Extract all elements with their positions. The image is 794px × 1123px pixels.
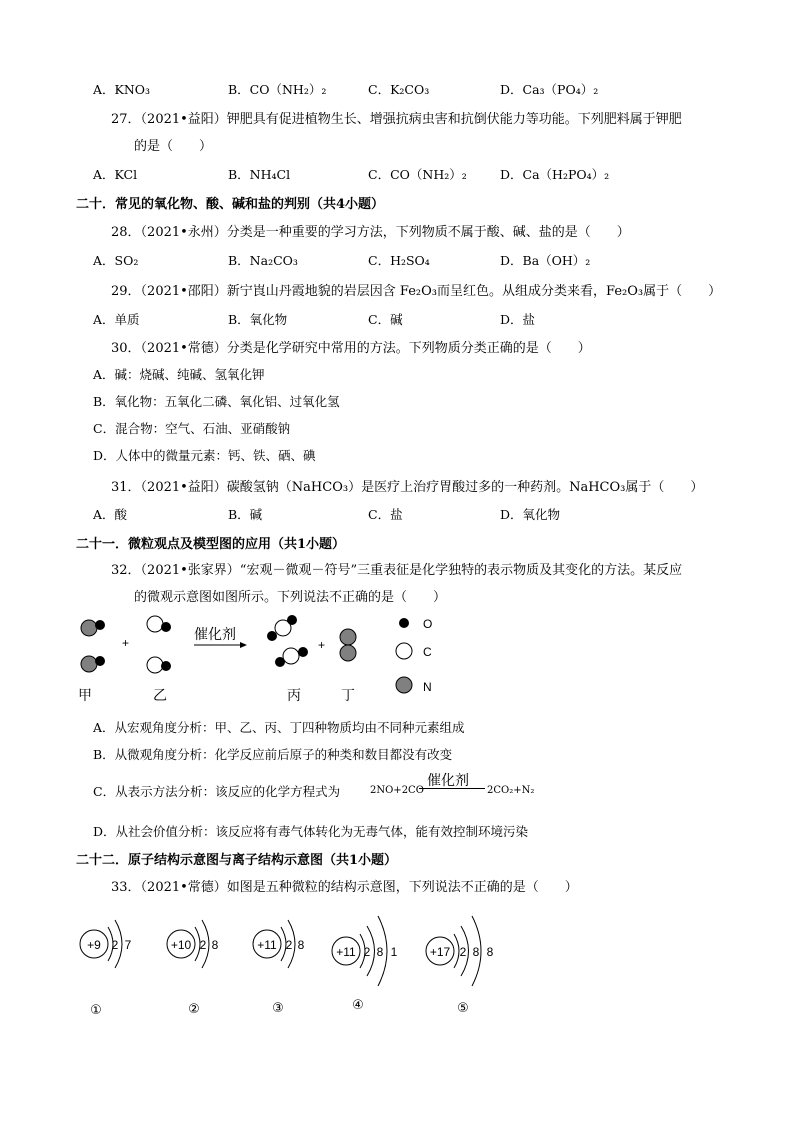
question-27-text-cont: 的是（ ） (134, 139, 213, 154)
atom-2-shell-1: 2 (199, 938, 207, 952)
option-26b: B．CO（NH₂）₂ (228, 82, 327, 97)
molecule-bing-top (267, 615, 297, 641)
atom-diagram-4 (332, 916, 398, 1012)
legend-carbon (396, 643, 432, 659)
equation-right: 2CO₂+N₂ (487, 785, 535, 796)
option-29d: D．盐 (500, 312, 536, 327)
legend-oxygen-label: O (423, 617, 433, 631)
label-jia: 甲 (78, 687, 92, 703)
atom-5-shell-3: 8 (486, 945, 494, 959)
option-30b: B．氧化物：五氧化二磷、氧化铝、过氧化氢 (93, 394, 340, 409)
atom-1-label: ① (90, 1002, 102, 1017)
option-32b: B．从微观角度分析：化学反应前后原子的种类和数目都没有改变 (93, 747, 453, 762)
atom-diagram-3 (253, 920, 305, 1015)
atom-2-label: ② (188, 1001, 200, 1016)
option-31c: C．盐 (368, 507, 403, 522)
atom-1-nucleus: +9 (87, 938, 101, 952)
section-20-heading: 二十．常见的氧化物、酸、碱和盐的判别（共4小题） (76, 197, 385, 212)
option-31d: D．氧化物 (500, 507, 561, 522)
plus-sign-2: + (318, 638, 326, 652)
atom-diagram-1 (80, 920, 132, 1017)
option-28a: A．SO₂ (93, 253, 139, 268)
option-30c: C．混合物：空气、石油、亚硝酸钠 (93, 421, 291, 436)
atom-diagram-2 (167, 920, 219, 1016)
molecule-yi-bottom (147, 657, 171, 673)
question-30-text: 30．（2021•常德）分类是化学研究中常用的方法。下列物质分类正确的是（ ） (111, 341, 591, 356)
atom-4-shell-1: 2 (363, 945, 371, 959)
molecule-jia-top (81, 620, 105, 636)
option-32c-prefix: C．从表示方法分析：该反应的化学方程式为 (93, 784, 341, 799)
option-32d: D．从社会价值分析：该反应将有毒气体转化为无毒气体，能有效控制环境污染 (93, 824, 529, 839)
question-27-text: 27．（2021•益阳）钾肥具有促进植物生长、增强抗病虫害和抗倒伏能力等功能。下列肥料属于钾肥 (111, 112, 682, 127)
legend-oxygen (399, 617, 432, 631)
atom-3-shell-2: 8 (297, 938, 305, 952)
atom-2-shell-2: 8 (211, 938, 219, 952)
option-28d: D．Ba（OH）₂ (500, 253, 591, 268)
question-29-text: 29．（2021•邵阳）新宁崀山丹霞地貌的岩层因含 Fe₂O₃而呈红色。从组成分类来看，Fe₂O₃属于（ ） (111, 284, 722, 299)
atom-3-label: ③ (272, 1000, 284, 1015)
atom-diagram-5 (426, 916, 494, 1015)
label-bing: 丙 (287, 687, 301, 703)
option-27b: B．NH₄Cl (228, 167, 291, 182)
equation-left: 2NO+2CO (370, 785, 424, 796)
option-26c: C．K₂CO₃ (368, 82, 430, 97)
atom-2-nucleus: +10 (170, 938, 192, 952)
option-28b: B．Na₂CO₃ (228, 253, 298, 268)
atom-3-shell-1: 2 (285, 938, 293, 952)
option-26a: A．KNO₃ (93, 82, 151, 97)
molecule-jia-bottom (81, 656, 105, 672)
question-32-text: 32．（2021•张家界）“宏观－微观－符号”三重表征是化学独特的表示物质及其变化的方法。某反应 (111, 563, 683, 578)
plus-sign-1: + (122, 636, 130, 650)
question-28-text: 28．（2021•永州）分类是一种重要的学习方法，下列物质不属于酸、碱、盐的是（ ） (111, 225, 630, 240)
option-26d: D．Ca₃（PO₄）₂ (500, 82, 599, 97)
option-29c: C．碱 (368, 312, 403, 327)
option-30a: A．碱：烧碱、纯碱、氢氧化钾 (93, 367, 265, 382)
question-33-text: 33．（2021•常德）如图是五种微粒的结构示意图，下列说法不正确的是（ ） (111, 880, 578, 895)
option-27d: D．Ca（H₂PO₄）₂ (500, 167, 610, 182)
option-30d: D．人体中的微量元素：钙、铁、硒、碘 (93, 448, 316, 463)
atom-4-shell-2: 8 (376, 945, 384, 959)
section-21-heading: 二十一．微粒观点及模型图的应用（共1小题） (76, 537, 346, 552)
atom-1-shell-1: 2 (111, 938, 119, 952)
legend-nitrogen (396, 677, 432, 694)
option-29a: A．单质 (93, 312, 140, 327)
molecule-yi-top (147, 616, 171, 632)
atom-5-shell-2: 8 (472, 945, 480, 959)
arrow-head (240, 642, 247, 648)
option-31a: A．酸 (93, 507, 128, 522)
atom-5-nucleus: +17 (429, 945, 451, 959)
equation-line (419, 788, 485, 789)
molecule-ding (340, 629, 356, 661)
atom-3-nucleus: +11 (257, 938, 277, 952)
option-31b: B．碱 (228, 507, 263, 522)
equation-catalyst: 催化剂 (427, 773, 469, 789)
atom-5-shell-1: 2 (459, 945, 467, 959)
question-31-text: 31．（2021•益阳）碳酸氢钠（NaHCO₃）是医疗上治疗胃酸过多的一种药剂。NaHCO₃属于（ ） (111, 480, 704, 495)
question-32-text-cont: 的微观示意图如图所示。下列说法不正确的是（ ） (134, 590, 447, 605)
catalyst-label: 催化剂 (194, 626, 236, 642)
legend-nitrogen-label: N (423, 680, 432, 694)
atom-5-label: ⑤ (457, 1000, 469, 1015)
molecule-bing-bottom (275, 647, 308, 667)
label-ding: 丁 (341, 687, 355, 703)
option-32a: A．从宏观角度分析：甲、乙、丙、丁四种物质均由不同种元素组成 (93, 720, 465, 735)
atom-4-shell-3: 1 (390, 945, 398, 959)
option-29b: B．氧化物 (228, 312, 288, 327)
section-22-heading: 二十二．原子结构示意图与离子结构示意图（共1小题） (76, 853, 398, 868)
option-28c: C．H₂SO₄ (368, 253, 430, 268)
option-27a: A．KCl (93, 167, 138, 182)
label-yi: 乙 (153, 687, 167, 703)
option-27c: C．CO（NH₂）₂ (368, 167, 467, 182)
atom-4-label: ④ (352, 997, 364, 1012)
atom-4-nucleus: +11 (336, 945, 356, 959)
atom-1-shell-2: 7 (124, 938, 132, 952)
legend-carbon-label: C (423, 645, 432, 659)
